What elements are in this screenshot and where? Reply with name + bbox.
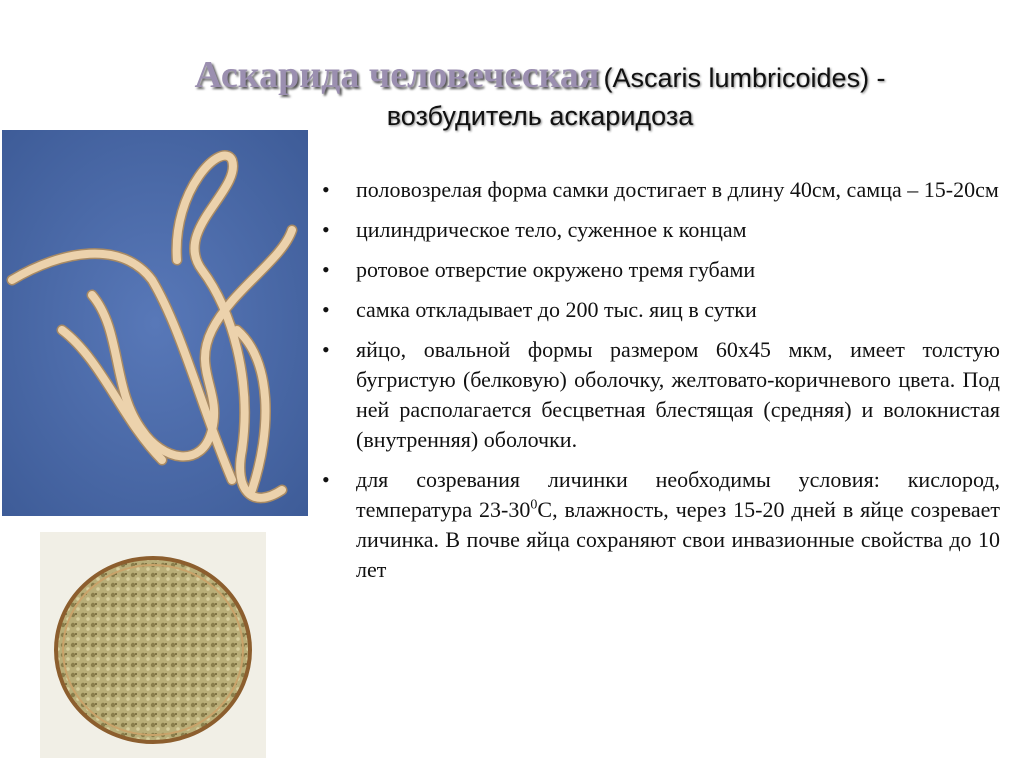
list-item: • яйцо, овальной формы размером 60х45 мкм, имеет толстую бугристую (белковую) оболочку, желтовато-коричневого цвета. Под ней располагается бесцветная блестящая (средняя) и волокнистая (внутренняя) оболочки. — [310, 335, 1000, 455]
title-subtitle: возбудитель аскаридоза — [386, 100, 694, 131]
fact-text-part1: для созревания личинки необходимы условия: кислород, температура 23-30 — [356, 467, 1000, 522]
list-item: • самка откладывает до 200 тыс. яиц в сутки — [310, 295, 1000, 325]
ascaris-egg-photo — [40, 532, 266, 758]
slide-title — [90, 52, 990, 133]
title-russian: Аскарида человеческая — [194, 54, 600, 96]
ascaris-worms-photo — [2, 130, 308, 516]
fact-text-part2: С, влажность, через 15-20 дней в яйце созревает личинка. В почве яйца сохраняют свои инвазионные свойства до 10 лет — [356, 497, 1000, 582]
title-latin: (Ascaris lumbricoides) - — [603, 63, 886, 93]
list-item: • цилиндрическое тело, суженное к концам — [310, 215, 1000, 245]
facts-list — [310, 175, 1000, 595]
list-item: • ротовое отверстие окружено тремя губами — [310, 255, 1000, 285]
list-item: • половозрелая форма самки достигает в длину 40см, самца – 15-20см — [310, 175, 1000, 205]
fact-superscript: 0 — [530, 497, 538, 513]
list-item — [310, 465, 1000, 585]
